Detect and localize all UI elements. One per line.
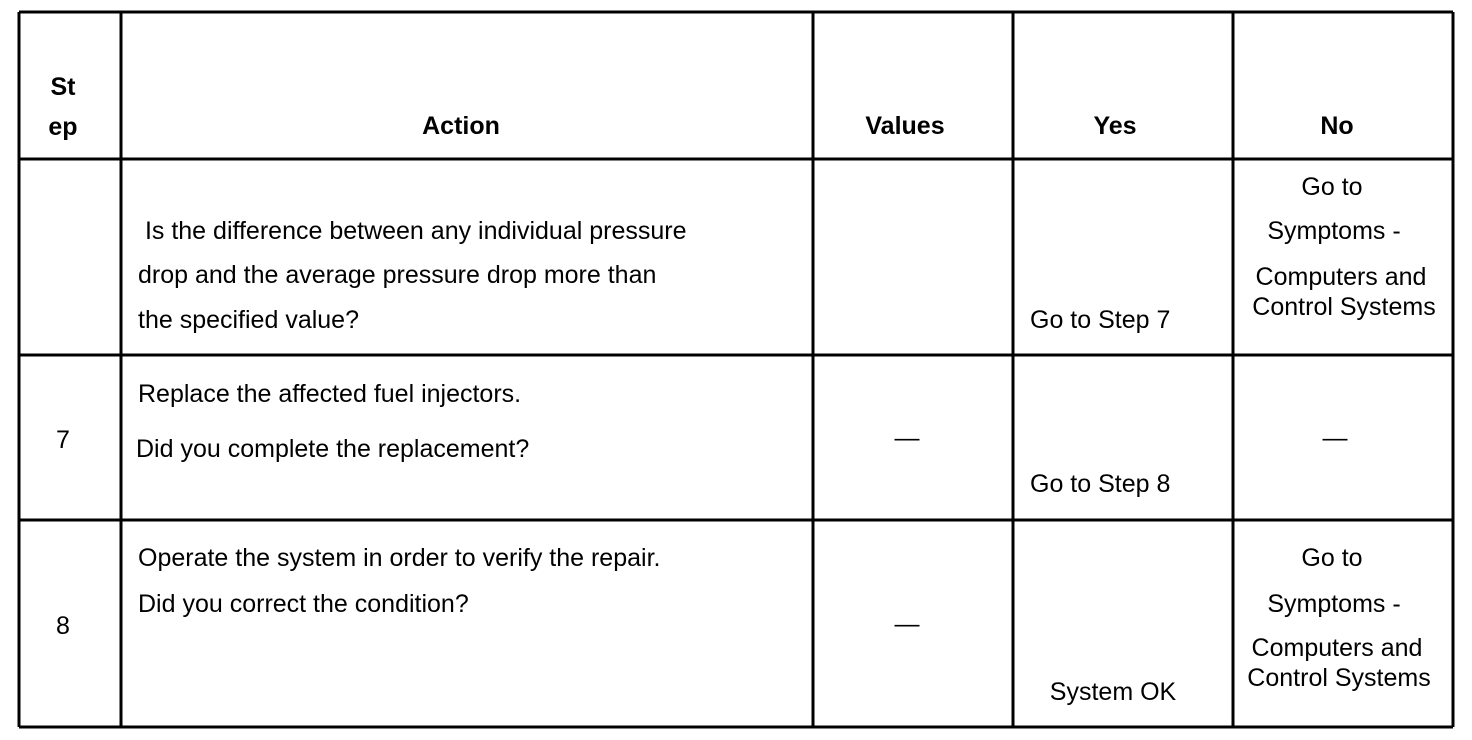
row3-action-line1: Operate the system in order to verify the repair.	[138, 544, 661, 572]
row1-no-line2: Symptoms -	[1267, 217, 1401, 245]
row1-no-line4: Control Systems	[1252, 293, 1436, 321]
row3-yes: System OK	[1049, 678, 1177, 706]
row3-action-line2: Did you correct the condition?	[138, 590, 469, 618]
header-step-line1: St	[50, 73, 76, 101]
row3-no-line2: Symptoms -	[1267, 590, 1401, 618]
row1-action-line1: Is the difference between any individual pressure	[138, 217, 687, 245]
row1-action-line2: drop and the average pressure drop more than	[138, 261, 657, 289]
row3-values: —	[894, 610, 920, 638]
row1-no-line3: Computers and	[1255, 263, 1427, 291]
row2-values: —	[894, 424, 920, 452]
row2-action-line2: Did you complete the replacement?	[136, 435, 530, 463]
header-yes: Yes	[1093, 112, 1137, 140]
header-step-line2: ep	[48, 113, 78, 141]
row3-no-line4: Control Systems	[1247, 664, 1431, 692]
row1-yes: Go to Step 7	[1030, 306, 1171, 334]
row3-no-line3: Computers and	[1251, 634, 1423, 662]
header-no: No	[1320, 112, 1354, 140]
row2-yes: Go to Step 8	[1030, 470, 1171, 498]
row2-action-line1: Replace the affected fuel injectors.	[138, 380, 522, 408]
row3-step: 8	[56, 612, 70, 640]
row1-no-line1: Go to	[1301, 173, 1363, 201]
row2-step: 7	[56, 426, 70, 454]
row2-no: —	[1322, 424, 1348, 452]
row1-action-line3: the specified value?	[138, 306, 359, 334]
header-values: Values	[865, 112, 945, 140]
header-action: Action	[422, 112, 500, 140]
row3-no-line1: Go to	[1301, 544, 1363, 572]
